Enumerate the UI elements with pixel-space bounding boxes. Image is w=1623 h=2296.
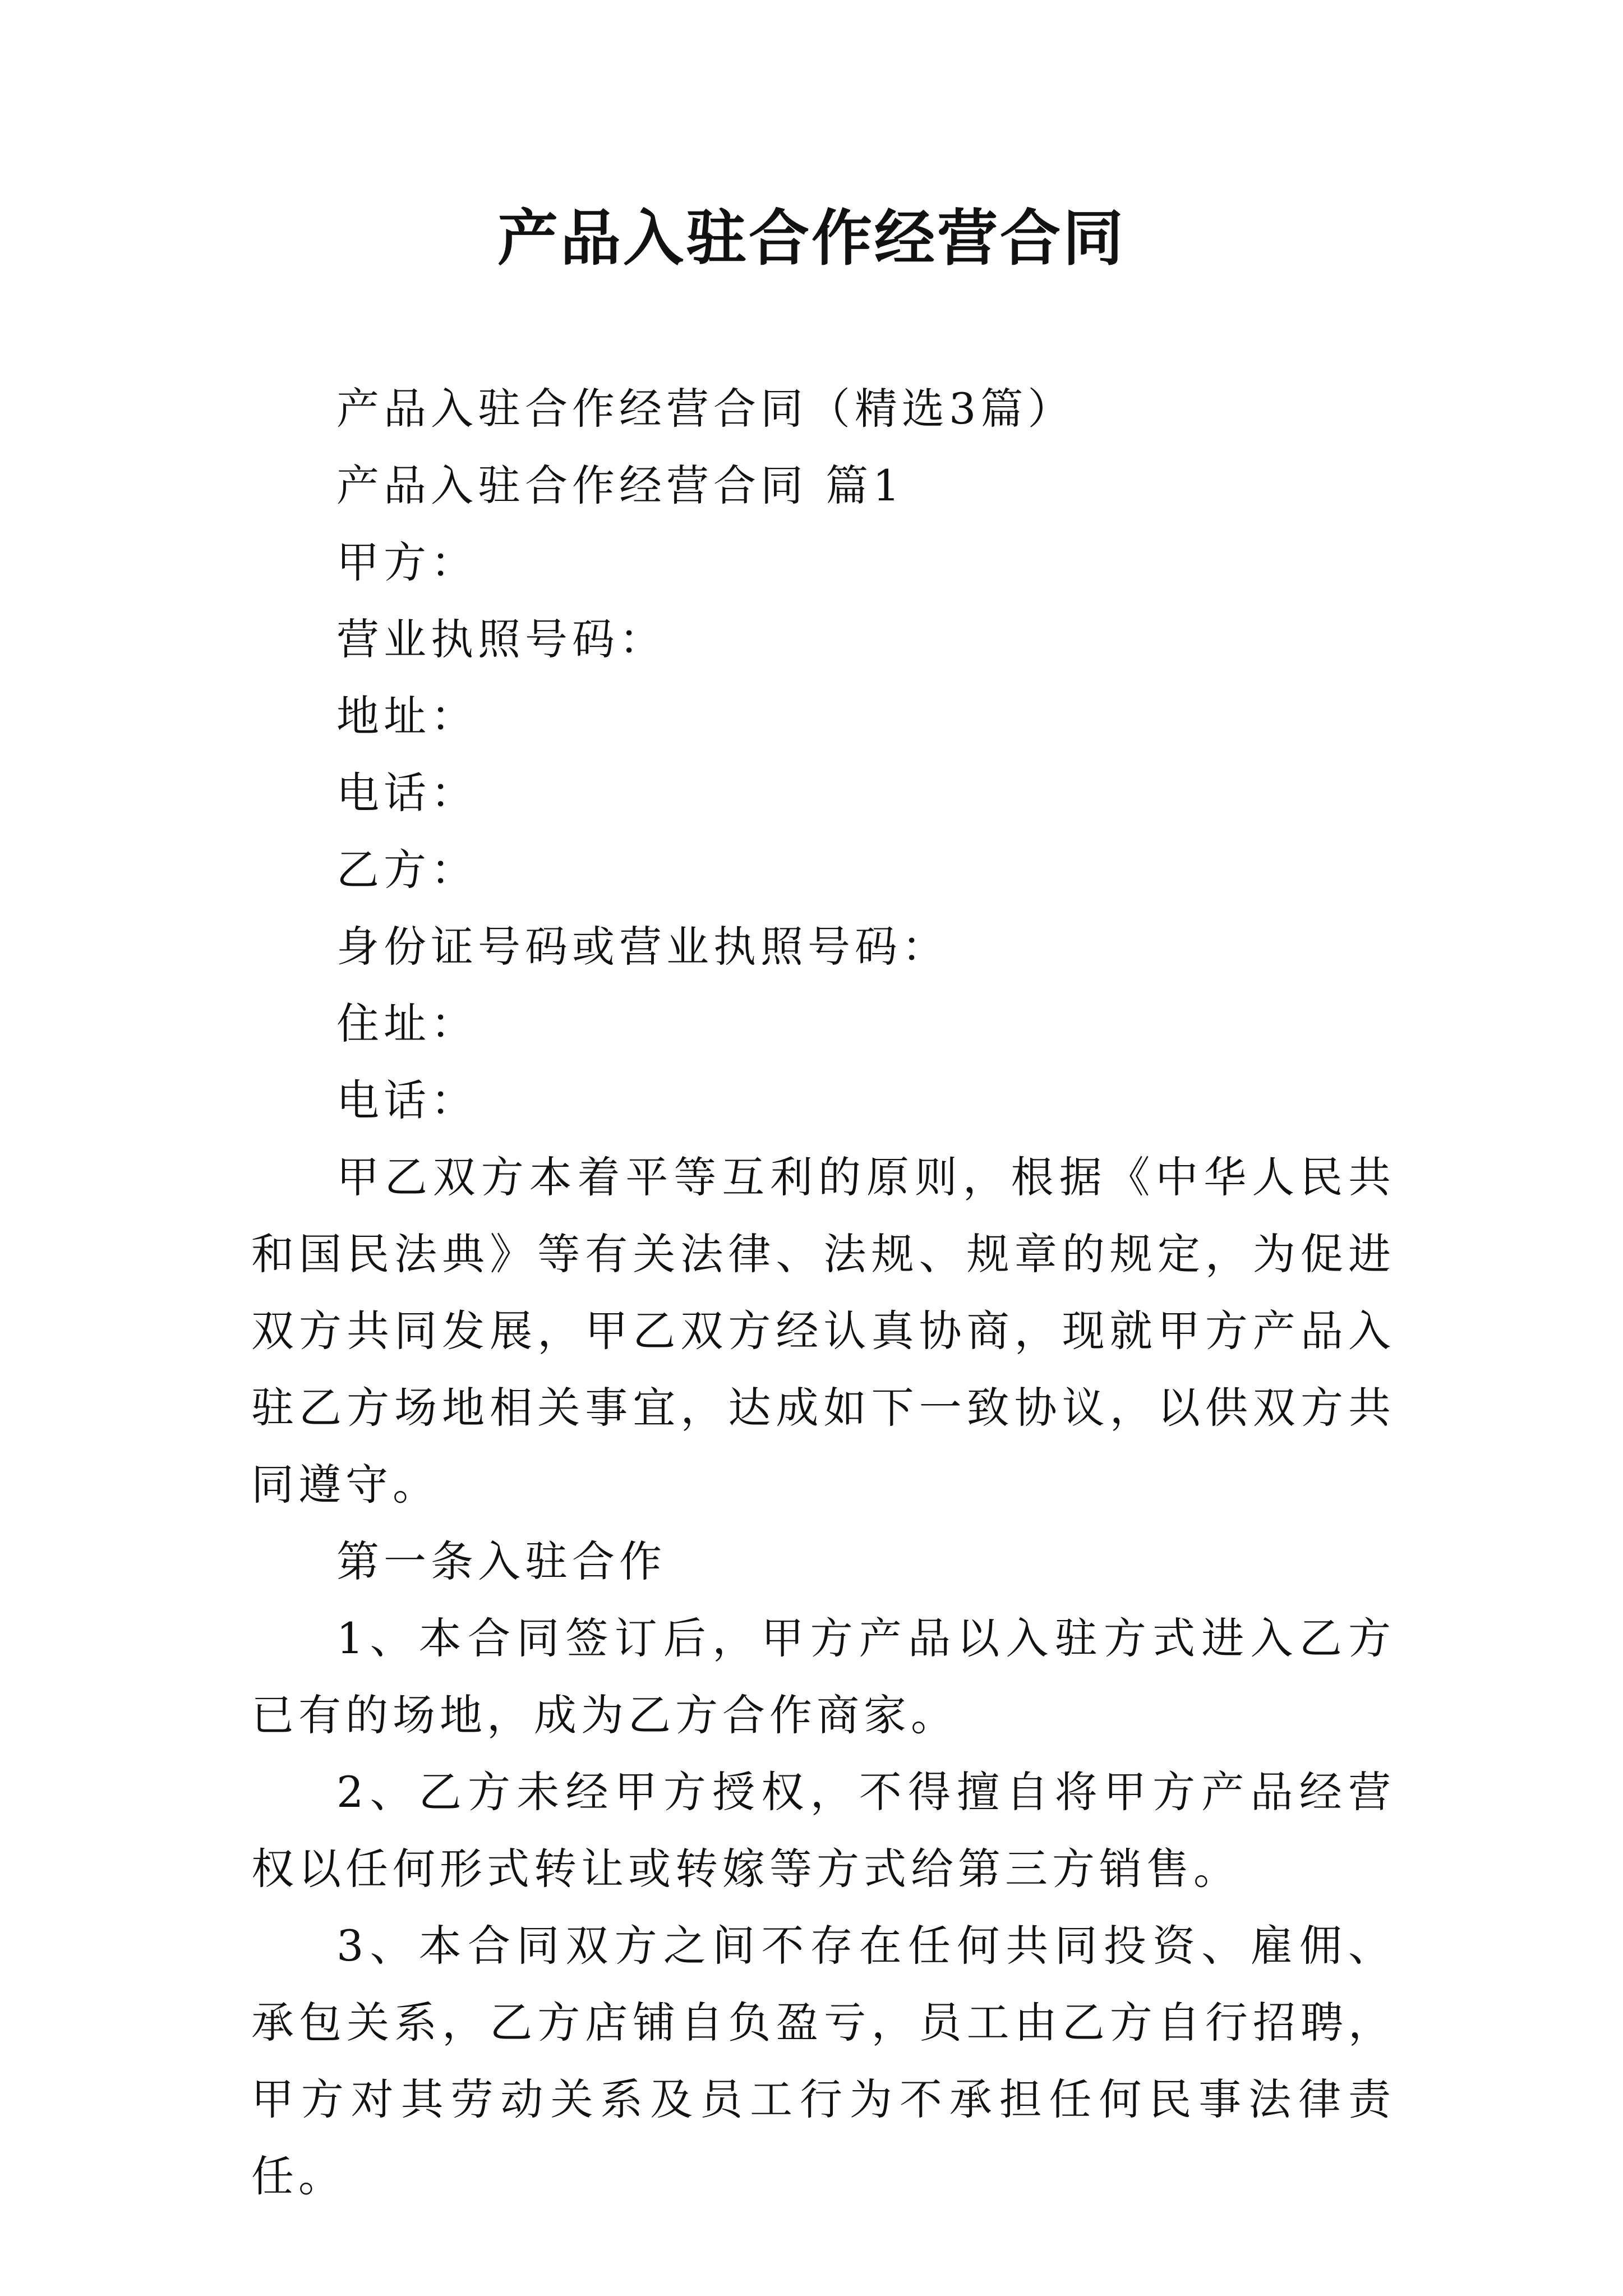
clause-paragraph: 1、本合同签订后，甲方产品以入驻方式进入乙方已有的场地，成为乙方合作商家。 (251, 1613, 1395, 1740)
party-b-phone-label: 电话： (336, 1075, 478, 1125)
party-b-id-label: 身份证号码或营业执照号码： (336, 922, 949, 972)
collection-heading: 产品入驻合作经营合同（精选3篇） (336, 384, 1075, 434)
document-body (251, 370, 1395, 2215)
party-a-label: 甲方： (336, 537, 478, 587)
party-a-phone-label: 电话： (336, 768, 478, 818)
party-a-address-label: 地址： (336, 691, 478, 741)
party-a-license-label: 营业执照号码： (336, 614, 666, 664)
party-b-address-label: 住址： (336, 999, 478, 1048)
clause-paragraph: 3、本合同双方之间不存在任何共同投资、雇佣、承包关系，乙方店铺自负盈亏，员工由乙方自行招聘，甲方对其劳动关系及员工行为不承担任何民事法律责任。 (251, 1921, 1395, 2201)
article-one-heading: 第一条入驻合作 (336, 1536, 666, 1586)
party-b-label: 乙方： (336, 845, 478, 895)
clause-paragraph: 2、乙方未经甲方授权，不得擅自将甲方产品经营权以任何形式转让或转嫁等方式给第三方销售。 (251, 1767, 1395, 1894)
section-heading: 产品入驻合作经营合同 篇1 (336, 461, 905, 510)
preamble-paragraph: 甲乙双方本着平等互利的原则，根据《中华人民共和国民法典》等有关法律、法规、规章的规定，为促进双方共同发展，甲乙双方经认真协商，现就甲方产品入驻乙方场地相关事宜，达成如下一致协议，以供双方共同遵守。 (251, 1152, 1395, 1510)
document-title: 产品入驻合作经营合同 (497, 203, 1126, 274)
